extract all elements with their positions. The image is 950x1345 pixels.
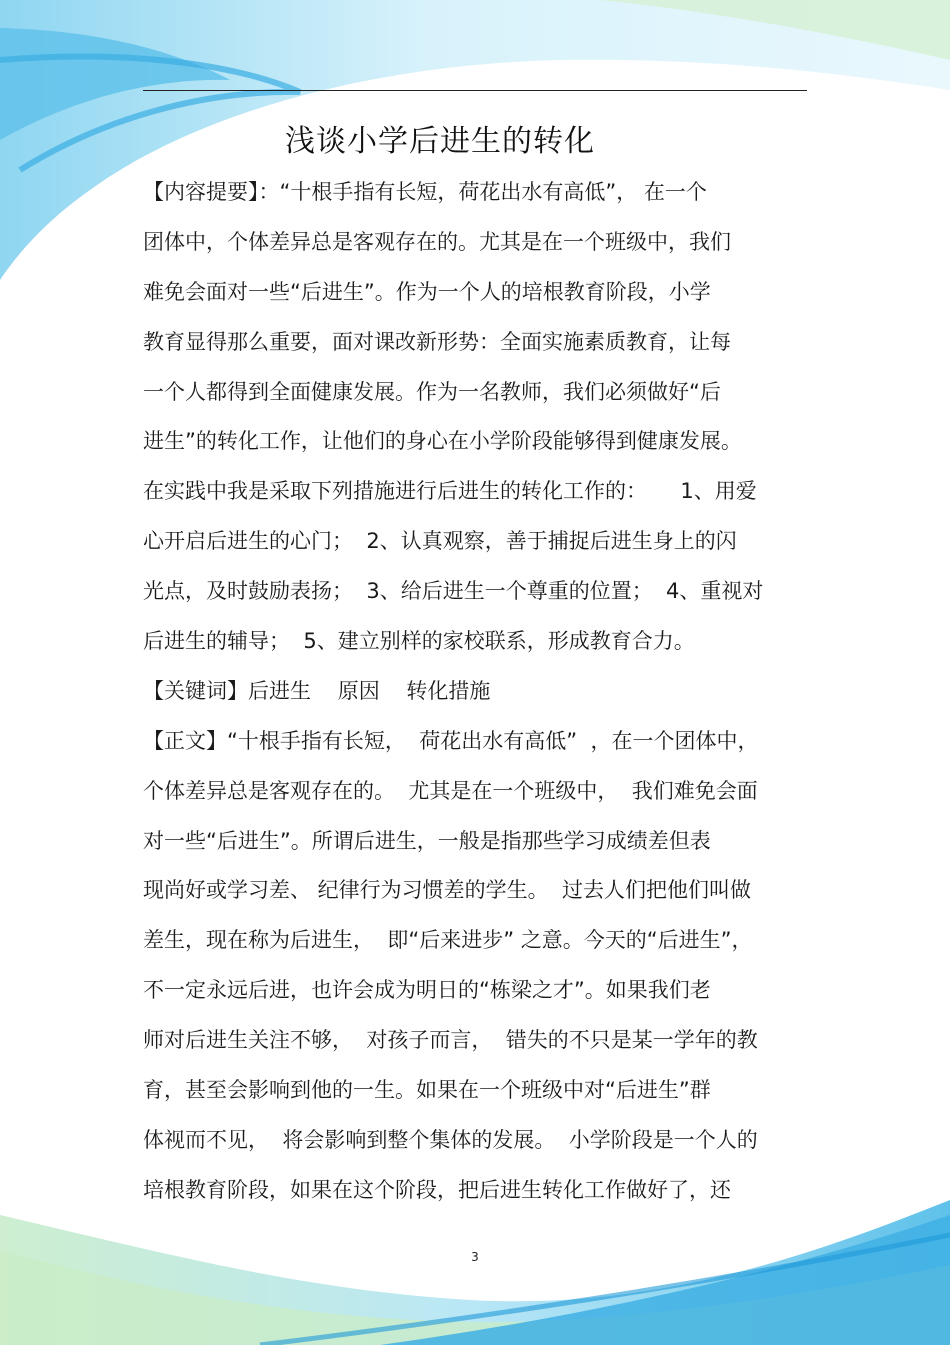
text-line: 【内容提要】：“十根手指有长短，荷花出水有高低”， 在一个 (143, 180, 707, 204)
text-line: 心开启后进生的心门； 2、认真观察，善于捕捉后进生身上的闪 (143, 529, 737, 554)
text-line: 现尚好或学习差、 纪律行为习惯差的学生。 过去人们把他们叫做 (143, 878, 752, 903)
text-line: 培根教育阶段，如果在这个阶段，把后进生转化工作做好了，还 (143, 1177, 731, 1202)
text-line: 难免会面对一些“后进生”。作为一个人的培根教育阶段，小学 (143, 279, 711, 304)
page-number: 3 (471, 1250, 479, 1264)
text-line: 个体差异总是客观存在的。 尤其是在一个班级中， 我们难免会面 (143, 778, 758, 803)
text-line: 差生，现在称为后进生， 即“后来进步” 之意。今天的“后进生”， (143, 928, 753, 953)
text-line: 在实践中我是采取下列措施进行后进生的转化工作的： 1、用爱 (143, 479, 757, 504)
text-line: 一个人都得到全面健康发展。作为一名教师，我们必须做好“后 (143, 379, 721, 404)
body-text (143, 168, 813, 1216)
text-line: 后进生的辅导； 5、建立别样的家校联系，形成教育合力。 (143, 629, 695, 654)
text-line: 不一定永远后进，也许会成为明日的“栋梁之才”。如果我们老 (143, 978, 711, 1003)
header-rule (143, 90, 807, 91)
document-title: 浅谈小学后进生的转化 (285, 124, 595, 159)
text-line: 对一些“后进生”。所谓后进生，一般是指那些学习成绩差但表 (143, 828, 711, 853)
keywords-line: 【关键词】后进生 原因 转化措施 (143, 678, 491, 703)
text-line: 进生”的转化工作，让他们的身心在小学阶段能够得到健康发展。 (143, 429, 742, 454)
text-line: 光点，及时鼓励表扬； 3、给后进生一个尊重的位置； 4、重视对 (143, 579, 764, 604)
text-line: 教育显得那么重要，面对课改新形势：全面实施素质教育，让每 (143, 329, 731, 354)
text-line: 团体中，个体差异总是客观存在的。尤其是在一个班级中，我们 (143, 229, 731, 254)
text-line: 【正文】“十根手指有长短， 荷花出水有高低” ，在一个团体中， (143, 728, 759, 753)
text-line: 体视而不见， 将会影响到整个集体的发展。 小学阶段是一个人的 (143, 1127, 758, 1152)
text-line: 师对后进生关注不够， 对孩子而言， 错失的不只是某一学年的教 (143, 1028, 758, 1053)
text-line: 育，甚至会影响到他的一生。如果在一个班级中对“后进生”群 (143, 1078, 711, 1103)
